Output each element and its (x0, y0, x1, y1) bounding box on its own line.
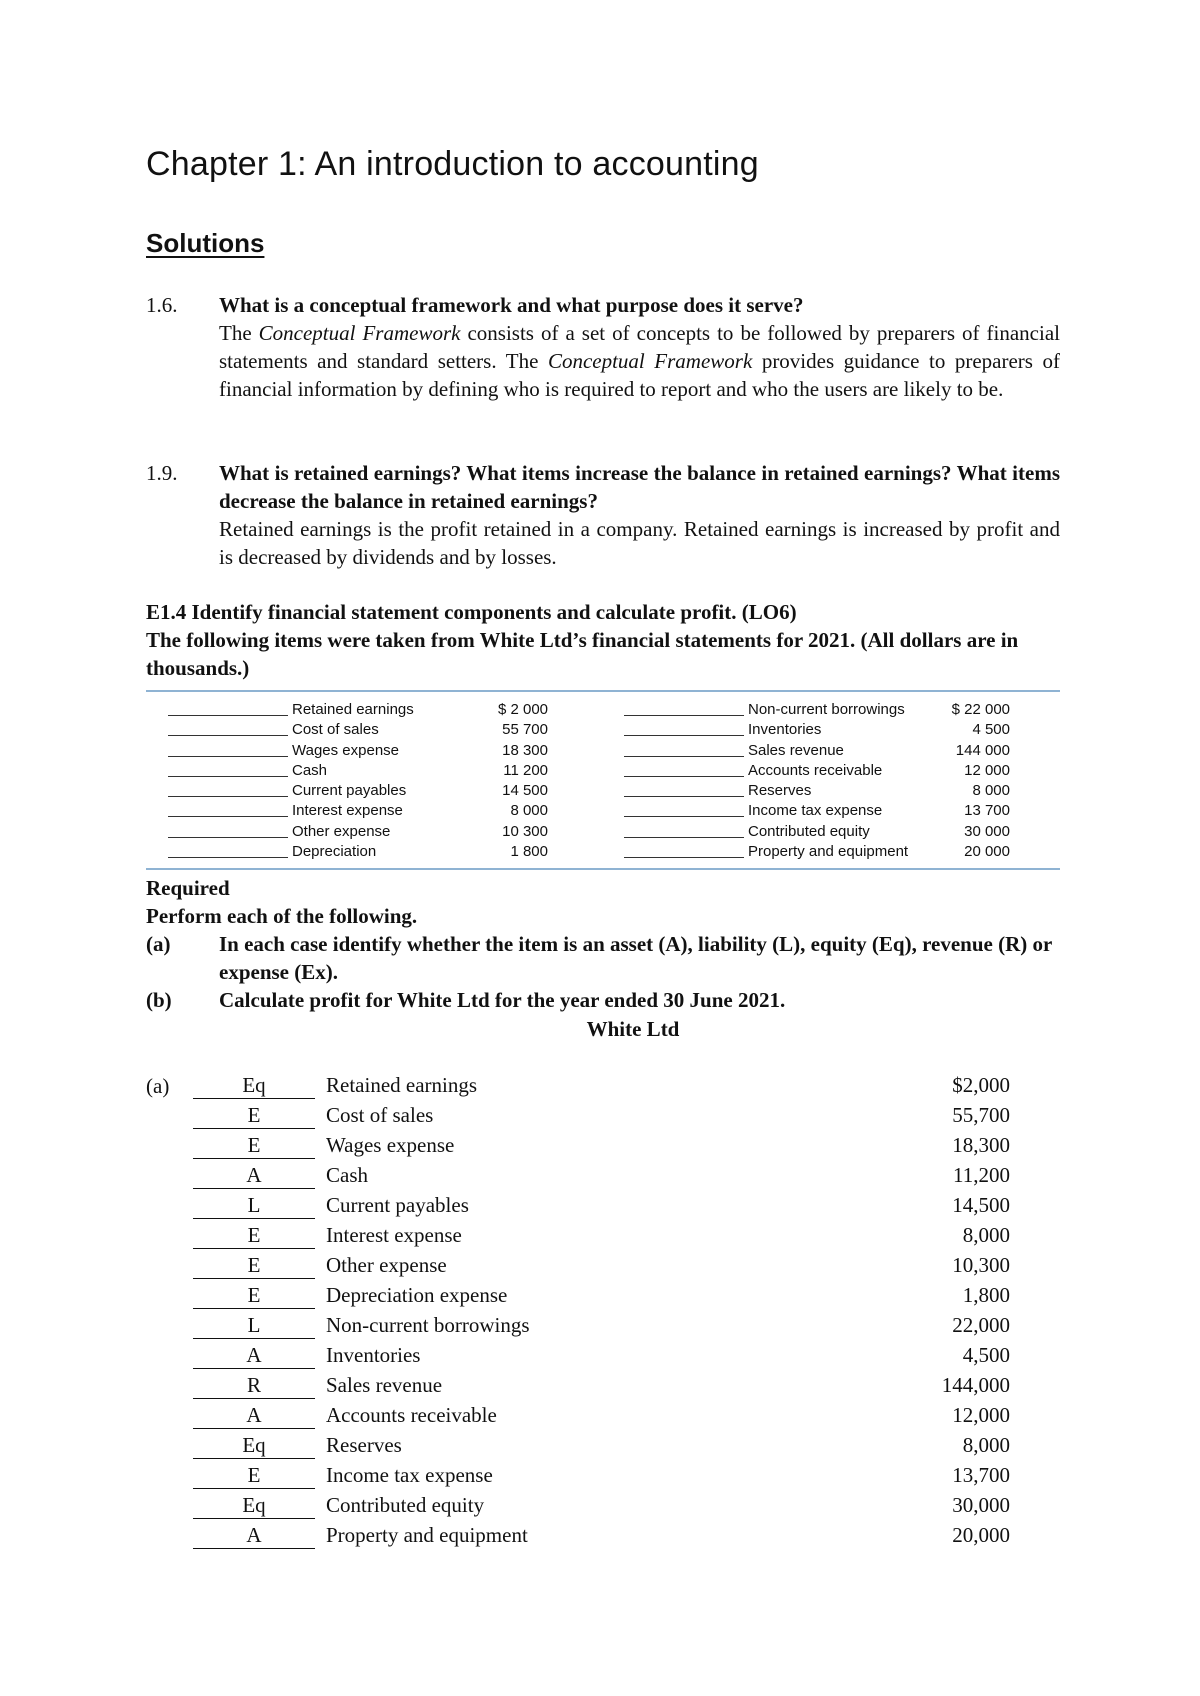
exercise-heading: E1.4 Identify financial statement components and calculate profit. (LO6) (146, 600, 797, 624)
question-1-6 (146, 291, 1060, 403)
item-name: Property and equipment (748, 843, 909, 861)
answer-row (193, 1310, 1013, 1340)
answer-blank (168, 857, 288, 858)
answer-blank (624, 816, 744, 817)
answer-blank (168, 715, 288, 716)
item-value: 14 500 (502, 782, 548, 800)
answer-item-name: Sales revenue (326, 1373, 443, 1397)
question-1-9 (146, 459, 1060, 571)
answer-item-value: 11,200 (953, 1163, 1010, 1187)
answer-blank (168, 796, 288, 797)
item-value: 20 000 (964, 843, 1010, 861)
answer-item-name: Inventories (326, 1343, 421, 1367)
item-name: Other expense (292, 822, 391, 840)
question-number: 1.6. (146, 293, 178, 317)
answer-row (193, 1070, 1013, 1100)
answer-row (193, 1340, 1013, 1370)
part-label: (b) (146, 988, 172, 1012)
required-part-a (146, 930, 1060, 986)
classification-code: E (193, 1280, 315, 1309)
answer-item-name: Cash (326, 1163, 368, 1187)
classification-code: E (193, 1100, 315, 1129)
classification-code: E (193, 1460, 315, 1489)
question-answer (219, 319, 1060, 403)
answer-row (193, 1220, 1013, 1250)
classification-code: L (193, 1310, 315, 1339)
answer-item-value: 18,300 (952, 1133, 1010, 1157)
question-title: What is a conceptual framework and what purpose does it serve? (219, 293, 804, 317)
item-name: Accounts receivable (748, 761, 883, 779)
question-body (219, 459, 1060, 571)
item-name: Current payables (292, 782, 407, 800)
answer-row (193, 1250, 1013, 1280)
classification-code: R (193, 1370, 315, 1399)
exercise-intro: The following items were taken from White Ltd’s financial statements for 2021. (All dollars are in thousands.) (146, 628, 1019, 680)
answer-blank (624, 857, 744, 858)
answer-blank (168, 756, 288, 757)
answer-row (193, 1280, 1013, 1310)
question-answer: Retained earnings is the profit retained in a company. Retained earnings is increased by profit and is decreased by dividends and by losses. (219, 517, 1060, 569)
chapter-title: Chapter 1: An introduction to accounting (146, 145, 759, 183)
item-name: Depreciation (292, 843, 377, 861)
answer-item-value: $2,000 (952, 1073, 1010, 1097)
answer-row (193, 1430, 1013, 1460)
question-body (219, 291, 1060, 403)
item-name: Contributed equity (748, 822, 870, 840)
answer-item-value: 4,500 (962, 1343, 1010, 1367)
classification-code: Eq (193, 1490, 315, 1519)
answer-item-value: 13,700 (952, 1463, 1010, 1487)
answer-item-value: 55,700 (952, 1103, 1010, 1127)
classification-code: E (193, 1220, 315, 1249)
answer-item-value: 10,300 (952, 1253, 1010, 1277)
required-label: Required (146, 876, 230, 900)
answer-blank (624, 837, 744, 838)
item-name: Interest expense (292, 802, 403, 820)
item-value: 8 000 (972, 782, 1010, 800)
answer-item-value: 30,000 (952, 1493, 1010, 1517)
item-value: 8 000 (510, 802, 548, 820)
question-number: 1.9. (146, 461, 178, 485)
answer-blank (168, 735, 288, 736)
answer-item-name: Other expense (326, 1253, 447, 1277)
question-title: What is retained earnings? What items increase the balance in retained earnings? What items decrease the balance in retained earnings? (219, 461, 1060, 513)
answer-item-name: Retained earnings (326, 1073, 478, 1097)
classification-code: A (193, 1340, 315, 1369)
answer-blank (624, 776, 744, 777)
company-name: White Ltd (586, 1017, 680, 1041)
item-name: Wages expense (292, 741, 400, 759)
items-table (146, 690, 1060, 870)
answer-blank (624, 715, 744, 716)
item-value: 4 500 (972, 721, 1010, 739)
item-value: $ 22 000 (951, 701, 1010, 718)
item-name: Sales revenue (748, 741, 844, 759)
answer-part-label: (a) (146, 1074, 170, 1098)
item-value: 55 700 (502, 721, 548, 739)
answer-item-name: Contributed equity (326, 1493, 485, 1517)
answer-item-value: 14,500 (952, 1193, 1010, 1217)
item-value: 18 300 (502, 741, 548, 759)
answer-item-name: Income tax expense (326, 1463, 493, 1487)
answer-item-name: Property and equipment (326, 1523, 528, 1547)
part-text: In each case identify whether the item is an asset (A), liability (L), equity (Eq), revenue (R) or expense (Ex). (219, 932, 1052, 984)
answer-text-part: The (219, 321, 259, 345)
item-value: 30 000 (964, 822, 1010, 840)
part-label: (a) (146, 932, 171, 956)
item-name: Income tax expense (748, 802, 883, 820)
item-name: Retained earnings (292, 701, 414, 718)
answer-item-name: Depreciation expense (326, 1283, 508, 1307)
answer-row (193, 1370, 1013, 1400)
answer-list (193, 1070, 1013, 1550)
classification-code: E (193, 1250, 315, 1279)
item-value: $ 2 000 (497, 701, 548, 718)
answer-item-name: Current payables (326, 1193, 469, 1217)
required-part-b (146, 986, 1060, 1014)
item-value: 10 300 (502, 822, 548, 840)
answer-item-value: 20,000 (952, 1523, 1010, 1547)
item-name: Inventories (748, 721, 822, 739)
solutions-heading: Solutions (146, 228, 265, 258)
item-value: 11 200 (503, 761, 548, 779)
answer-blank (168, 776, 288, 777)
classification-code: E (193, 1130, 315, 1159)
classification-code: Eq (193, 1070, 315, 1099)
answer-row (193, 1490, 1013, 1520)
answer-item-value: 12,000 (952, 1403, 1010, 1427)
answer-item-value: 22,000 (952, 1313, 1010, 1337)
perform-label: Perform each of the following. (146, 904, 418, 928)
answer-item-name: Accounts receivable (326, 1403, 497, 1427)
required-section (146, 874, 1060, 1014)
answer-row (193, 1400, 1013, 1430)
classification-code: A (193, 1160, 315, 1189)
answer-item-name: Cost of sales (326, 1103, 434, 1127)
answer-item-name: Non-current borrowings (326, 1313, 530, 1337)
answer-item-name: Reserves (326, 1433, 402, 1457)
answer-text-part: provides guidance to preparers of financial information by defining who is required to report and who the users are likely to be. (219, 349, 1060, 401)
classification-code: Eq (193, 1430, 315, 1459)
answer-text-part: consists of a set of concepts to be followed by preparers of financial statements and standard setters. The (219, 321, 1060, 373)
answer-blank (168, 816, 288, 817)
item-name: Cash (292, 761, 328, 779)
part-text: Calculate profit for White Ltd for the year ended 30 June 2021. (219, 988, 786, 1012)
item-name: Cost of sales (292, 721, 379, 739)
answer-row (193, 1100, 1013, 1130)
classification-code: L (193, 1190, 315, 1219)
answer-blank (624, 756, 744, 757)
item-value: 12 000 (964, 761, 1010, 779)
answer-emphasis: Conceptual Framework (547, 349, 753, 373)
answer-row (193, 1460, 1013, 1490)
item-value: 1 800 (510, 843, 548, 861)
answer-row (193, 1130, 1013, 1160)
item-value: 13 700 (964, 802, 1010, 820)
item-value: 144 000 (955, 741, 1010, 759)
answer-item-name: Interest expense (326, 1223, 462, 1247)
answer-blank (624, 735, 744, 736)
answer-emphasis: Conceptual Framework (258, 321, 461, 345)
classification-code: A (193, 1400, 315, 1429)
item-name: Non-current borrowings (748, 701, 905, 718)
answer-row (193, 1190, 1013, 1220)
answer-row (193, 1160, 1013, 1190)
answer-item-value: 1,800 (962, 1283, 1010, 1307)
answer-blank (624, 796, 744, 797)
answer-blank (168, 837, 288, 838)
answer-item-value: 8,000 (962, 1433, 1010, 1457)
exercise-header (146, 598, 1060, 682)
item-name: Reserves (748, 782, 812, 800)
answer-item-value: 144,000 (941, 1373, 1010, 1397)
answer-item-name: Wages expense (326, 1133, 455, 1157)
classification-code: A (193, 1520, 315, 1549)
answer-item-value: 8,000 (962, 1223, 1010, 1247)
answer-row (193, 1520, 1013, 1550)
